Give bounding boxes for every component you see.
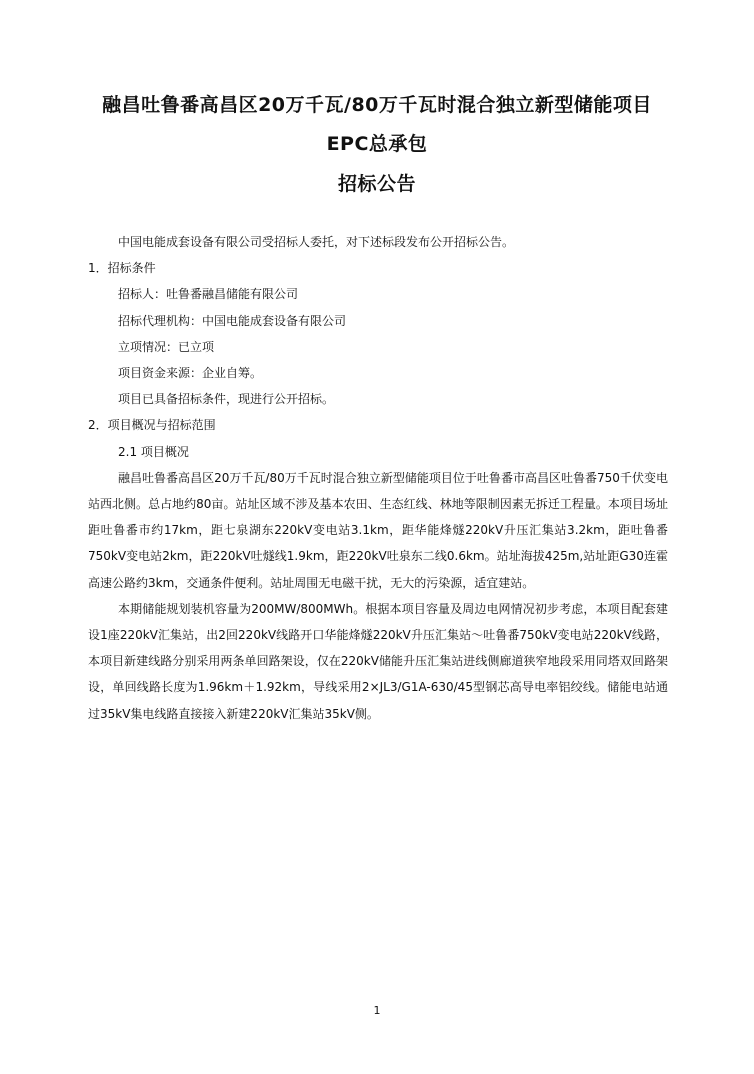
section1-item-funding: 项目资金来源：企业自筹。 (118, 366, 263, 381)
intro-paragraph: 中国电能成套设备有限公司受招标人委托，对下述标段发布公开招标公告。 (118, 235, 515, 249)
section2-1-heading: 2.1 项目概况 (118, 444, 189, 459)
document-title-line1: 融昌吐鲁番高昌区20万千瓦/80万千瓦时混合独立新型储能项目 (102, 94, 652, 116)
section2-heading: 2．项目概况与招标范围 (88, 418, 216, 433)
section1-item-approval: 立项情况：已立项 (118, 339, 215, 354)
document-title-line2: EPC总承包 (326, 133, 428, 155)
section1-item-ready: 项目已具备招标条件，现进行公开招标。 (118, 392, 335, 407)
section1-heading: 1．招标条件 (88, 261, 156, 276)
document-body (88, 229, 668, 727)
overview-paragraph-1: 融昌吐鲁番高昌区20万千瓦/80万千瓦时混合独立新型储能项目位于吐鲁番市高昌区吐鲁番750千伏变电站西北侧。总占地约80亩。站址区域不涉及基本农田、生态红线、林地等限制因素无拆迁工程量。本项目场址距吐鲁番市约17km，距七泉湖东220kV变电站3.1km，距华能烽燧220kV升压汇集站3.2km，距吐鲁番750kV变电站2km，距220kV吐燧线1.9km，距220kV吐泉东二线0.6km。站址海拔425m,站址距G30连霍高速公路约3km，交通条件便利。站址周围无电磁干扰，无大的污染源，适宜建站。 (88, 470, 668, 590)
page-number: 1 (373, 1004, 381, 1017)
section1-item-agency: 招标代理机构：中国电能成套设备有限公司 (118, 313, 347, 328)
section1-item-tenderee: 招标人：吐鲁番融昌储能有限公司 (118, 287, 299, 302)
overview-paragraph-2: 本期储能规划装机容量为200MW/800MWh。根据本项目容量及周边电网情况初步考虑，本项目配套建设1座220kV汇集站，出2回220kV线路开口华能烽燧220kV升压汇集站～吐鲁番750kV变电站220kV线路，本项目新建线路分别采用两条单回路架设，仅在220kV储能升压汇集站进线侧廊道狭窄地段采用同塔双回路架设，单回线路长度为1.96km＋1.92km，导线采用2×JL3/G1A-630/45型钢芯高导电率铝绞线。储能电站通过35kV集电线路直接接入新建220kV汇集站35kV侧。 (88, 601, 668, 721)
document-title-line3: 招标公告 (337, 173, 416, 195)
